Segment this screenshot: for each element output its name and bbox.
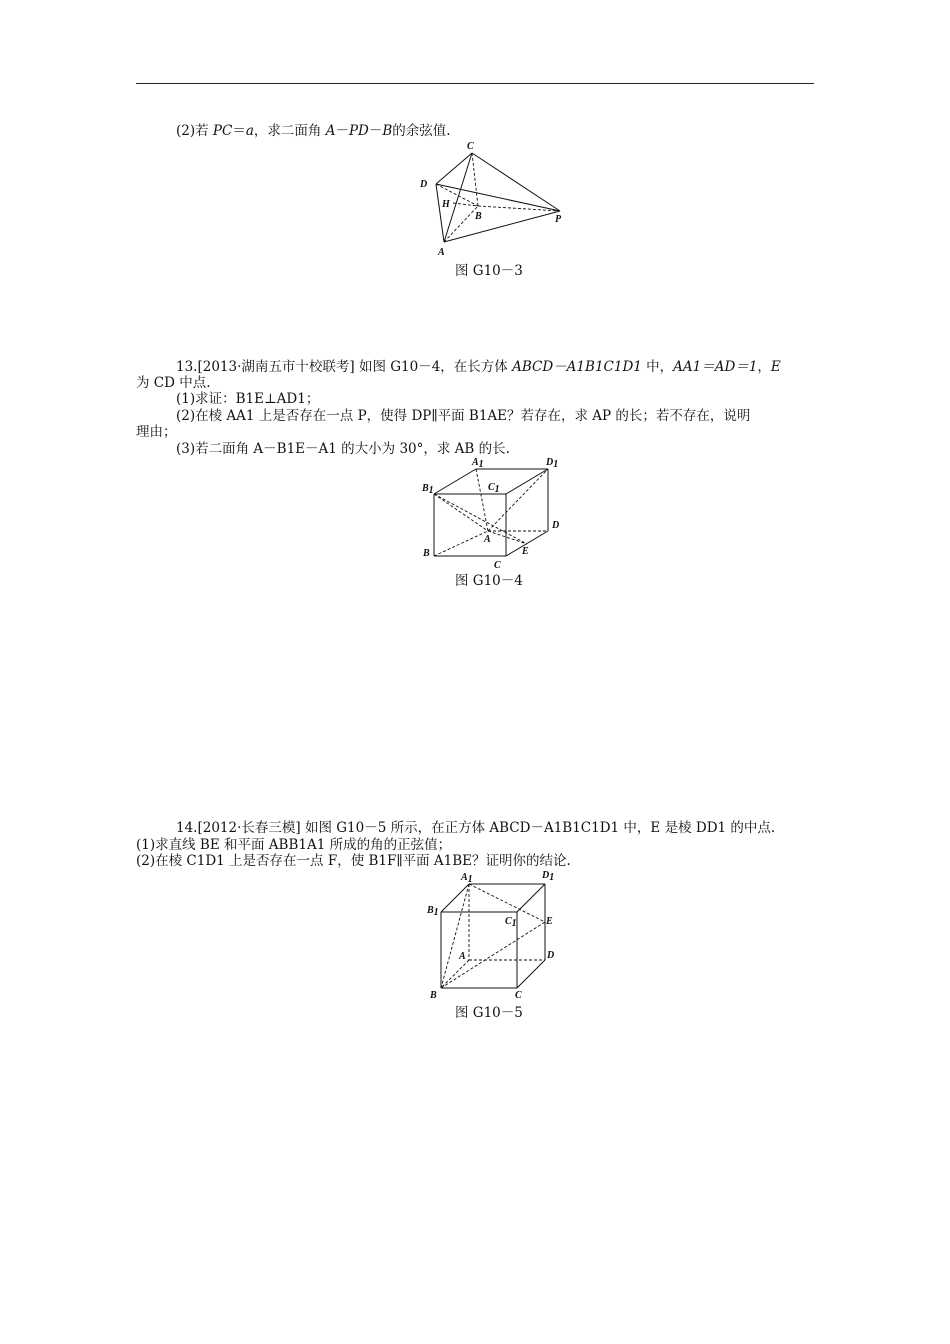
q14-part2: (2)在棱 C1D1 上是否存在一点 F，使 B1F∥平面 A1BE？证明你的结论.	[136, 853, 571, 869]
q13-part1: (1)求证：B1E⊥AD1；	[176, 391, 320, 407]
q13-line1: 13.[2013·湖南五市十校联考] 如图 G10－4，在长方体 ABCD－A1B1C1D1 中，AA1＝AD＝1，E	[176, 359, 781, 375]
figure-g10-5	[425, 866, 565, 1002]
label-D: D	[552, 520, 560, 531]
label-A1: A1	[461, 872, 473, 885]
label-C: C	[515, 990, 522, 1001]
figure-caption-g10-5: 图 G10－5	[455, 1005, 523, 1021]
label-A1: A1	[472, 457, 484, 470]
label-D1: D1	[546, 457, 559, 470]
label-B1: B1	[427, 905, 439, 918]
q13-part2: (2)在棱 AA1 上是否存在一点 P，使得 DP∥平面 B1AE？若存在，求 AP 的长；若不存在，说明	[176, 408, 751, 424]
figure-g10-4	[418, 452, 568, 570]
q12-part2: (2)若 PC＝a，求二面角 A－PD－B的余弦值.	[176, 123, 451, 139]
label-E: E	[546, 916, 553, 927]
q13-part2-cont: 理由；	[136, 424, 177, 440]
q13-line2: 为 CD 中点.	[136, 375, 211, 391]
label-B: B	[423, 548, 430, 559]
label-A: A	[484, 534, 491, 545]
label-C: C	[494, 560, 501, 570]
q13-part3: (3)若二面角 A－B1E－A1 的大小为 30°，求 AB 的长.	[176, 441, 510, 457]
figure-g10-3	[410, 138, 580, 260]
label-P: P	[555, 214, 562, 225]
figure-caption-g10-4: 图 G10－4	[455, 573, 523, 589]
label-A: A	[438, 247, 445, 258]
label-D1: D1	[542, 870, 555, 883]
label-B: B	[430, 990, 437, 1001]
label-A: A	[459, 951, 466, 962]
label-E: E	[522, 546, 529, 557]
label-B: B	[475, 211, 482, 222]
label-D: D	[547, 950, 555, 961]
label-H: H	[442, 199, 450, 210]
label-C: C	[467, 141, 474, 152]
header-rule	[136, 83, 814, 84]
label-C1: C1	[505, 916, 517, 929]
q14-line1: 14.[2012·长春三模] 如图 G10－5 所示，在正方体 ABCD－A1B1C1D1 中，E 是棱 DD1 的中点.	[176, 820, 776, 836]
q14-part1: (1)求直线 BE 和平面 ABB1A1 所成的角的正弦值；	[136, 837, 452, 853]
label-B1: B1	[422, 483, 434, 496]
figure-caption-g10-3: 图 G10－3	[455, 263, 523, 279]
label-C1: C1	[488, 482, 500, 495]
label-D: D	[420, 179, 428, 190]
